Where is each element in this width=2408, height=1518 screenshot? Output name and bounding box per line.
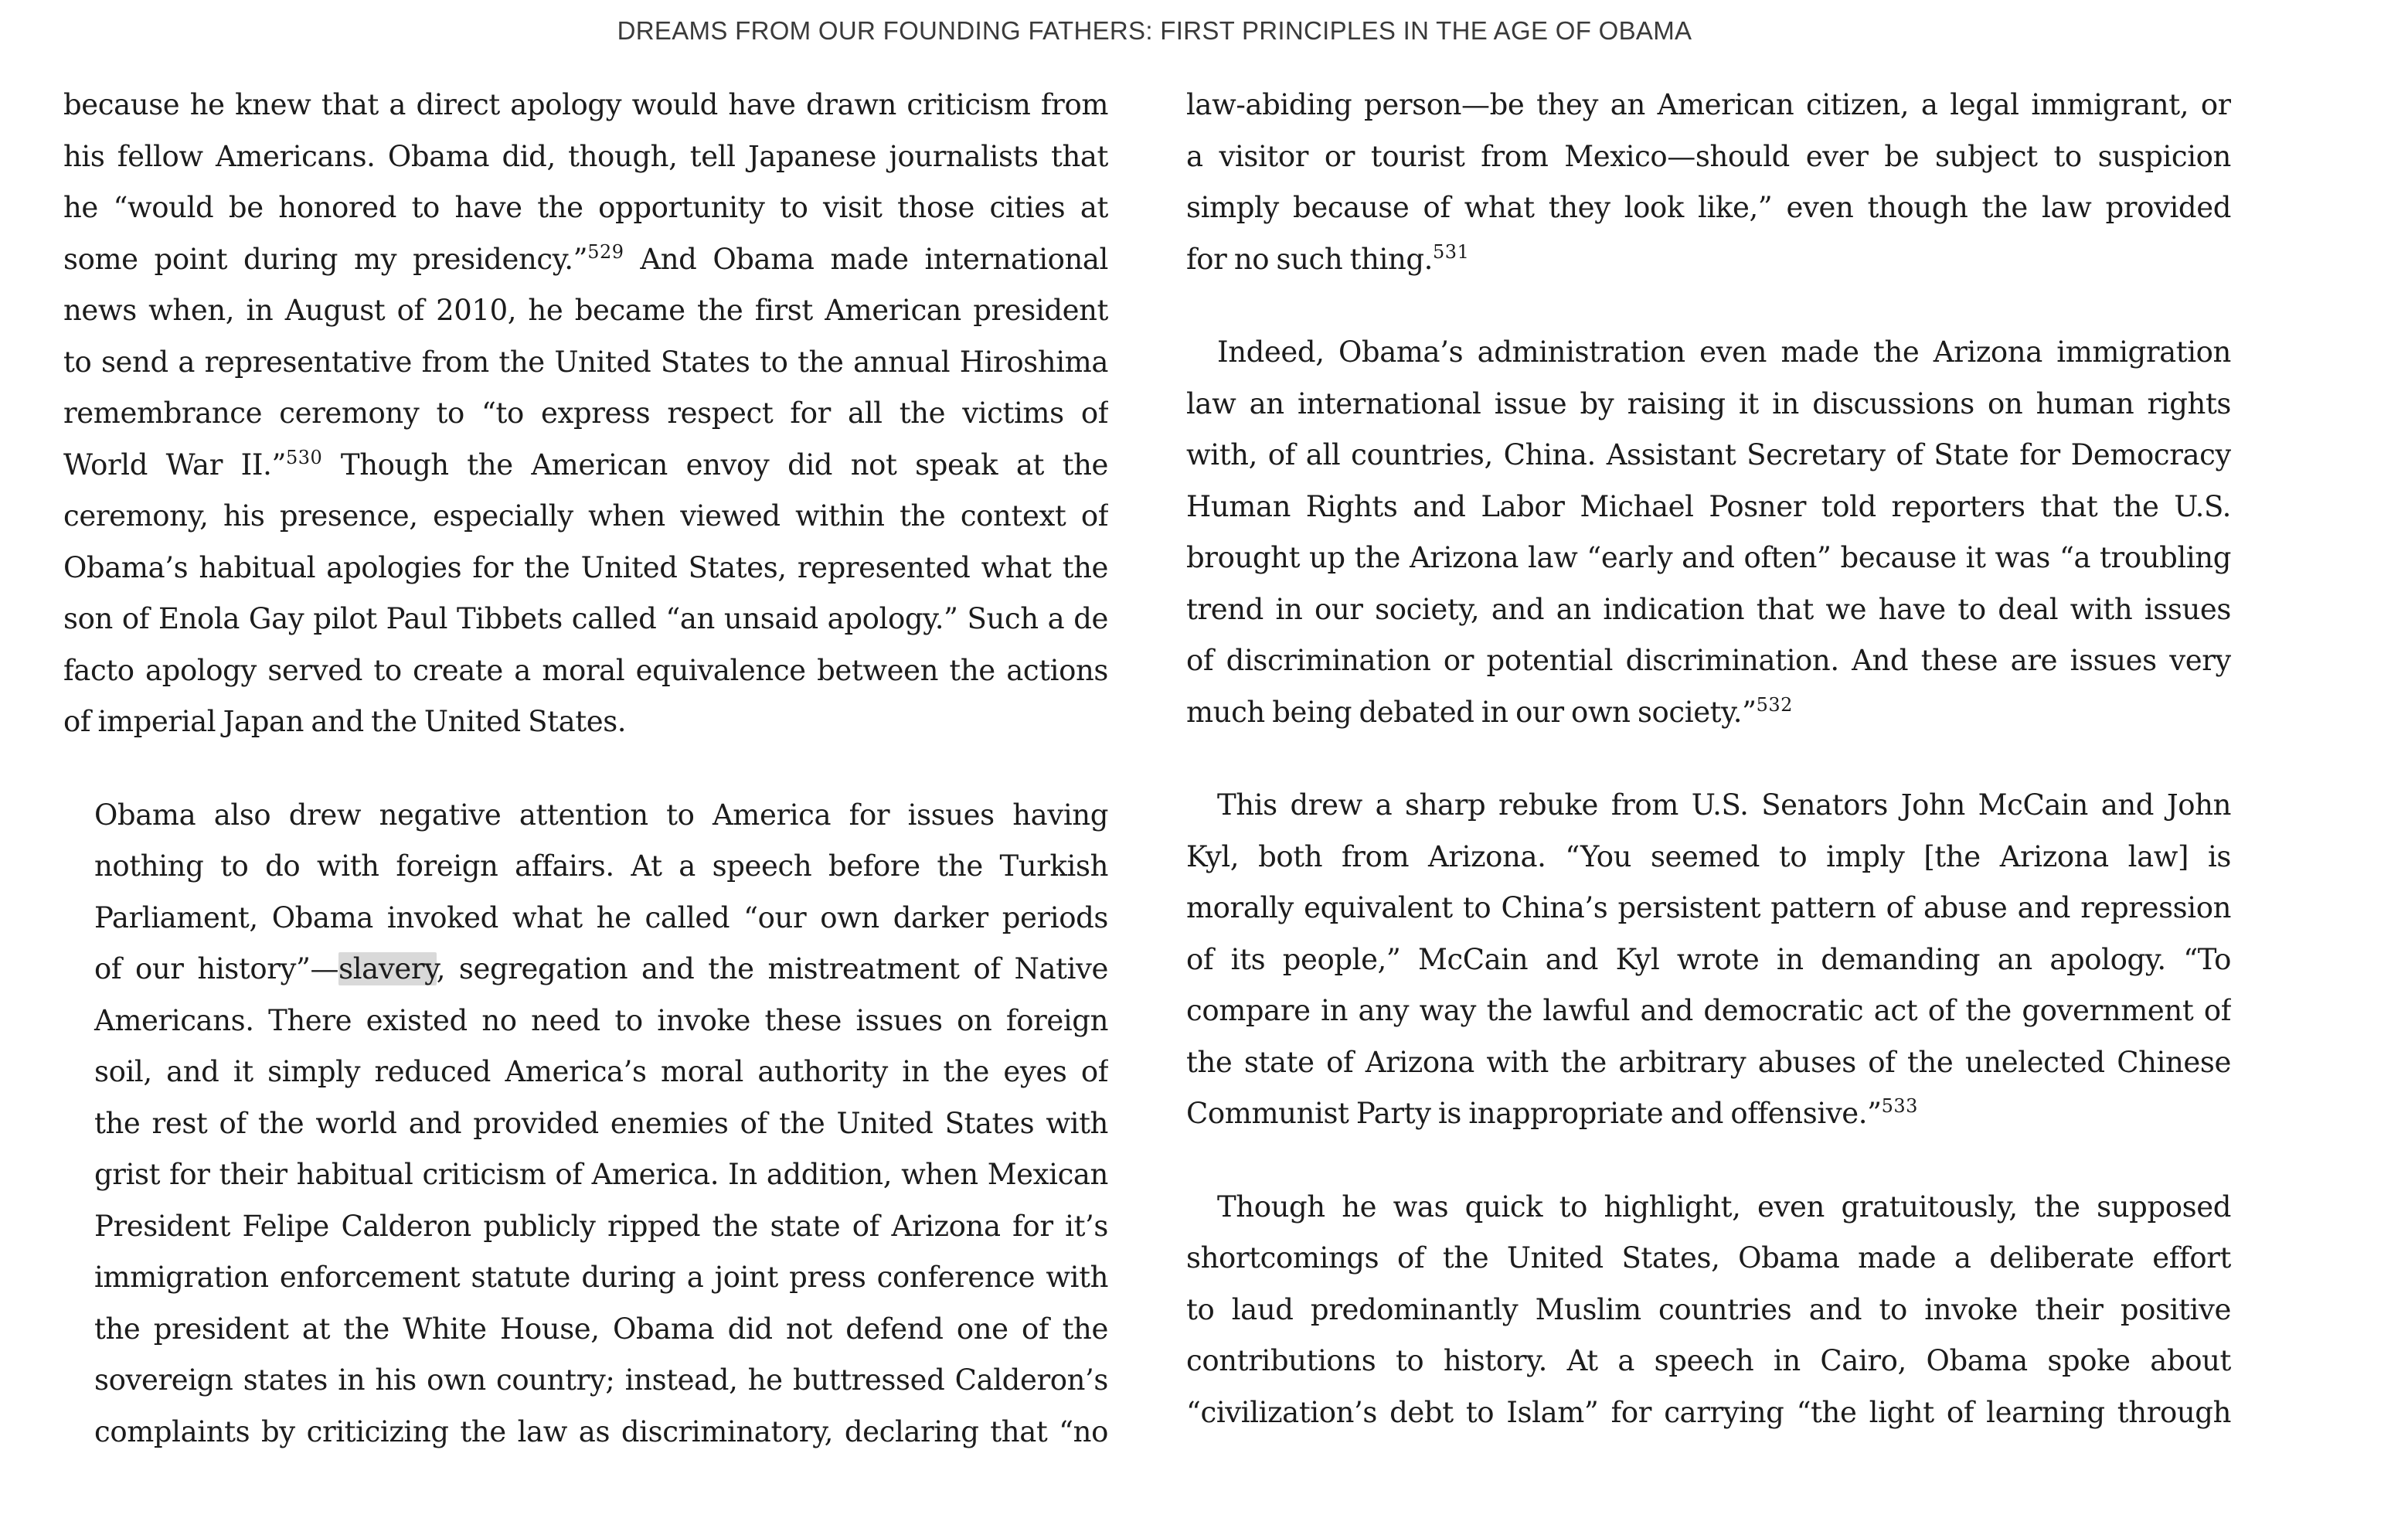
text-line: sovereign states in his own country; instead, he buttressed Calderon’s — [94, 1363, 1108, 1397]
text-line: This drew a sharp rebuke from U.S. Senators John McCain and John — [1217, 788, 2231, 822]
text-fragment: , segregation and the mistreatment of Native — [436, 952, 1108, 985]
text-line: a visitor or tourist from Mexico—should ever be subject to suspicion — [1186, 139, 2231, 173]
text-line: Parliament, Obama invoked what he called “our own darker periods — [94, 900, 1108, 934]
paragraph-mccain-kyl — [1186, 780, 2231, 1140]
text-line: to send a representative from the United States to the annual Hiroshima — [63, 345, 1108, 379]
text-fragment: Though the American envoy did not speak at the — [322, 448, 1108, 482]
text-line: facto apology served to create a moral equivalence between the actions — [63, 653, 1108, 687]
text-fragment: World War II.” — [63, 448, 286, 482]
text-line: to laud predominantly Muslim countries and to invoke their positive — [1186, 1292, 2231, 1326]
text-fragment: for no such thing. — [1186, 242, 1434, 276]
text-line: of imperial Japan and the United States. — [63, 705, 627, 738]
paragraph-cairo-speech — [1186, 1182, 2231, 1439]
text-line: law-abiding person—be they an American citizen, a legal immigrant, or — [1186, 88, 2231, 121]
footnote-ref-532[interactable]: 532 — [1756, 693, 1793, 716]
text-line: brought up the Arizona law “early and often” because it was “a troubling — [1186, 541, 2231, 574]
text-line: with, of all countries, China. Assistant Secretary of State for Democracy — [1186, 438, 2231, 471]
text-line: Human Rights and Labor Michael Posner told reporters that the U.S. — [1186, 489, 2231, 523]
right-column — [1186, 80, 2231, 1438]
text-line: of discrimination or potential discrimination. And these are issues very — [1186, 644, 2231, 677]
text-line: Obama’s habitual apologies for the United States, represented what the — [63, 550, 1108, 584]
left-column — [63, 80, 1108, 1458]
text-line: the rest of the world and provided enemies of the United States with — [94, 1106, 1108, 1140]
text-line: of its people,” McCain and Kyl wrote in demanding an apology. “To — [1186, 942, 2231, 976]
text-line — [63, 440, 1108, 492]
text-line: soil, and it simply reduced America’s moral authority in the eyes of — [94, 1055, 1108, 1088]
text-line: he “would be honored to have the opportunity to visit those cities at — [63, 191, 1108, 224]
text-line — [1186, 687, 2231, 739]
text-fragment: Communist Party is inappropriate and offensive.” — [1186, 1097, 1882, 1130]
text-line: Indeed, Obama’s administration even made the Arizona immigration — [1217, 335, 2231, 369]
text-line: compare in any way the lawful and democratic act of the government of — [1186, 994, 2231, 1027]
text-line: Americans. There existed no need to invoke these issues on foreign — [94, 1003, 1108, 1037]
paragraph-law-abiding — [1186, 80, 2231, 285]
text-line: the president at the White House, Obama did not defend one of the — [94, 1312, 1108, 1346]
footnote-ref-530[interactable]: 530 — [285, 446, 323, 468]
text-line: because he knew that a direct apology would have drawn criticism from — [63, 88, 1108, 121]
footnote-ref-531[interactable]: 531 — [1433, 240, 1470, 263]
text-line: nothing to do with foreign affairs. At a speech before the Turkish — [94, 849, 1108, 883]
text-fragment: And Obama made international — [624, 242, 1108, 276]
text-line — [1186, 234, 2231, 286]
text-line: simply because of what they look like,” even though the law provided — [1186, 191, 2231, 224]
text-line: his fellow Americans. Obama did, though, tell Japanese journalists that — [63, 139, 1108, 173]
text-line: shortcomings of the United States, Obama made a deliberate effort — [1186, 1241, 2231, 1275]
text-line: remembrance ceremony to “to express respect for all the victims of — [63, 397, 1108, 430]
text-line: Though he was quick to highlight, even gratuitously, the supposed — [1217, 1190, 2231, 1224]
text-line: immigration enforcement statute during a joint press conference with — [94, 1261, 1108, 1294]
text-line: Obama also drew negative attention to America for issues having — [94, 798, 1108, 832]
text-line: complaints by criticizing the law as discriminatory, declaring that “no — [94, 1414, 1108, 1448]
footnote-ref-529[interactable]: 529 — [587, 240, 624, 263]
text-line: Kyl, both from Arizona. “You seemed to imply [the Arizona law] is — [1186, 839, 2231, 873]
text-line — [63, 234, 1108, 286]
text-fragment: of our history”— — [94, 952, 339, 985]
text-line: grist for their habitual criticism of America. In addition, when Mexican — [94, 1158, 1108, 1191]
text-line: morally equivalent to China’s persistent pattern of abuse and repression — [1186, 891, 2231, 924]
text-line — [1186, 1088, 2231, 1140]
text-fragment: some point during my presidency.” — [63, 242, 588, 276]
text-fragment: much being debated in our own society.” — [1186, 695, 1757, 729]
text-line — [63, 944, 1108, 996]
highlighted-word-slavery[interactable]: slavery — [338, 952, 437, 985]
text-line: son of Enola Gay pilot Paul Tibbets called “an unsaid apology.” Such a de — [63, 602, 1108, 635]
text-line: “civilization’s debt to Islam” for carrying “the light of learning through — [1186, 1395, 2231, 1429]
text-line: trend in our society, and an indication that we have to deal with issues — [1186, 592, 2231, 626]
text-line: contributions to history. At a speech in Cairo, Obama spoke about — [1186, 1344, 2231, 1377]
text-line: President Felipe Calderon publicly ripped the state of Arizona for it’s — [94, 1209, 1108, 1243]
text-line: ceremony, his presence, especially when viewed within the context of — [63, 499, 1108, 533]
running-header: DREAMS FROM OUR FOUNDING FATHERS: FIRST PRINCIPLES IN THE AGE OF OBAMA — [617, 16, 1692, 45]
text-line: news when, in August of 2010, he became the first American president — [63, 294, 1108, 327]
paragraph-hiroshima — [63, 80, 1108, 748]
footnote-ref-533[interactable]: 533 — [1881, 1095, 1918, 1117]
text-line: law an international issue by raising it in discussions on human rights — [1186, 386, 2231, 420]
paragraph-turkish-parliament — [63, 790, 1108, 1458]
paragraph-posner-china — [1186, 327, 2231, 738]
text-line: the state of Arizona with the arbitrary abuses of the unelected Chinese — [1186, 1045, 2231, 1079]
